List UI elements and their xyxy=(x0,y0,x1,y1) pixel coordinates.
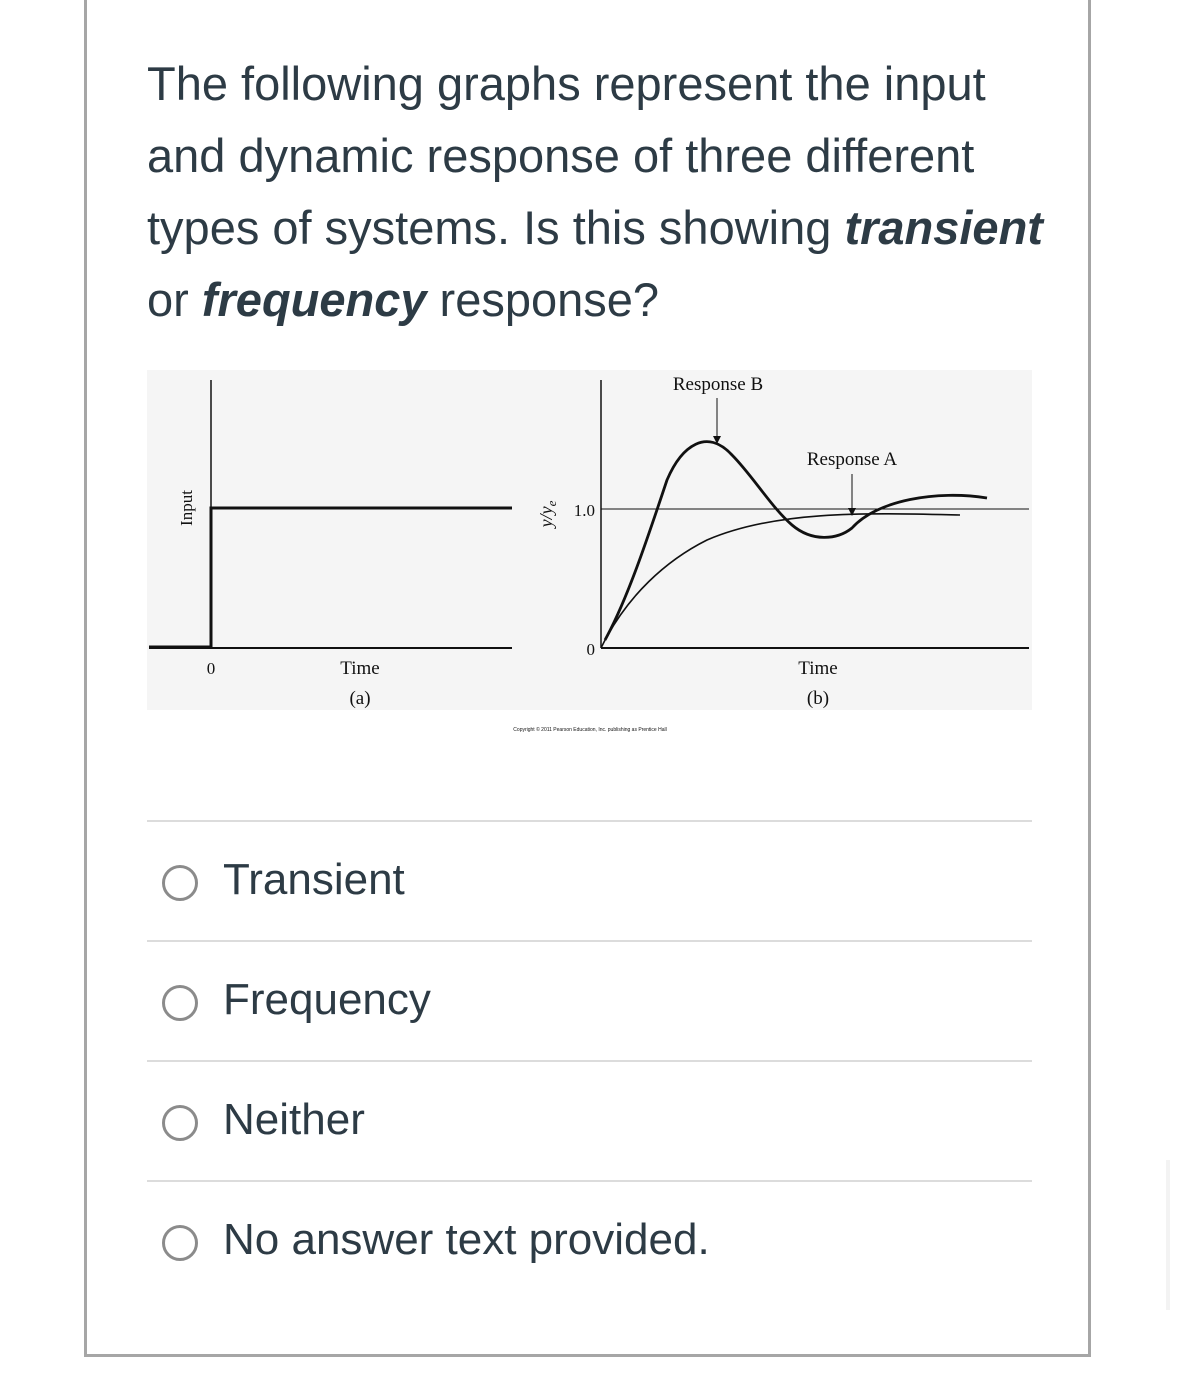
panel-b-ytick-0: 0 xyxy=(586,640,595,659)
panel-a-caption: (a) xyxy=(349,688,371,709)
panel-a-origin-label: 0 xyxy=(206,659,216,678)
answer-option-no-answer[interactable] xyxy=(147,1180,1032,1298)
panel-b-ytick-1: 1.0 xyxy=(573,501,595,520)
radio-button-icon[interactable] xyxy=(162,1105,198,1141)
response-a-label: Response A xyxy=(806,449,898,470)
panel-b-caption: (b) xyxy=(806,688,830,709)
answer-label: Transient xyxy=(223,855,405,904)
answer-label: Neither xyxy=(223,1095,365,1144)
scrollbar-track[interactable] xyxy=(1166,1160,1170,1310)
emphasis-transient: transient xyxy=(844,201,1043,254)
answer-option-neither[interactable] xyxy=(147,1060,1032,1180)
radio-button-icon[interactable] xyxy=(162,865,198,901)
emphasis-frequency: frequency xyxy=(201,273,427,326)
panel-a-xlabel: Time xyxy=(340,658,380,679)
radio-button-icon[interactable] xyxy=(162,1225,198,1261)
svg-text:y/ye: $y/y_e$ xyxy=(536,500,559,528)
answer-option-frequency[interactable] xyxy=(147,940,1032,1060)
answer-label: Frequency xyxy=(223,975,431,1024)
answer-list xyxy=(147,820,1032,1298)
panel-b-xlabel: Time xyxy=(798,658,838,679)
answer-label: No answer text provided. xyxy=(223,1215,710,1264)
panel-a-ylabel: Input xyxy=(177,490,196,526)
answer-option-transient[interactable] xyxy=(147,820,1032,940)
response-figure xyxy=(147,370,1032,740)
question-text: The following graphs represent the input and dynamic response of three different types of systems. Is this showing transient or frequency response? xyxy=(147,57,1043,326)
response-graphs xyxy=(147,370,1032,740)
copyright-notice: Copyright © 2011 Pearson Education, Inc. publishing as Prentice Hall xyxy=(513,727,667,733)
figure-background xyxy=(147,370,1032,710)
radio-button-icon[interactable] xyxy=(162,985,198,1021)
response-b-label: Response B xyxy=(672,374,764,395)
